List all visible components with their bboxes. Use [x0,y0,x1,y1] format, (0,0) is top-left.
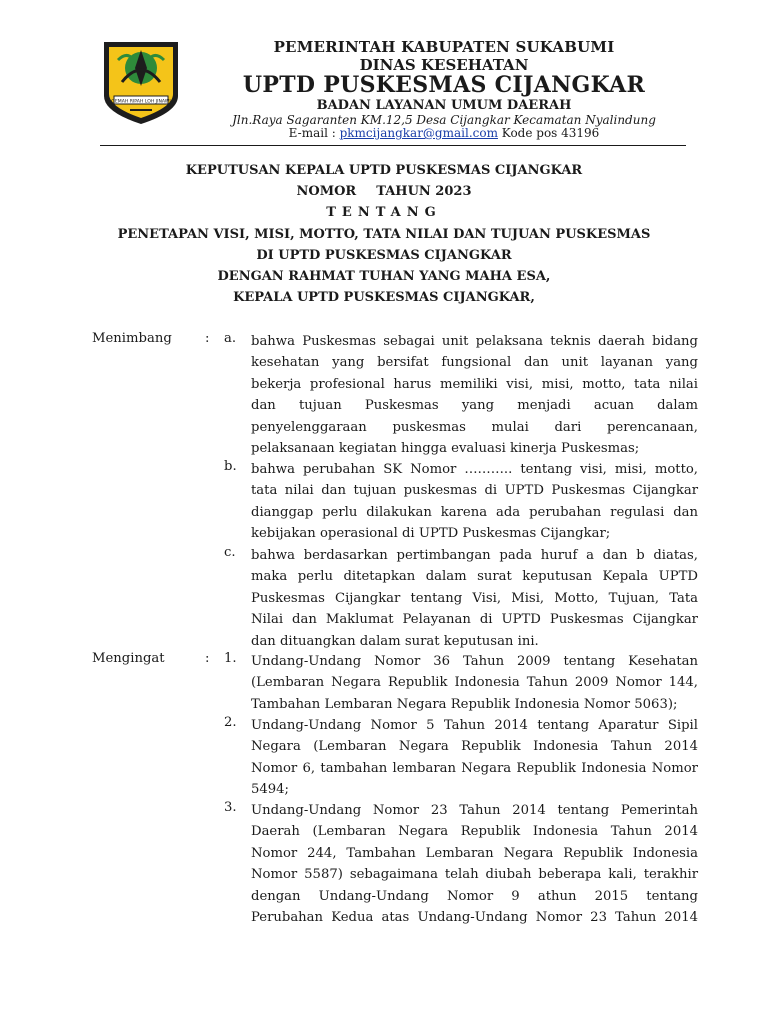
text-line: tata nilai dan tujuan puskesmas di UPTD Puskesmas Cijangkar [251,483,698,499]
menimbang-item-c [251,545,698,652]
text-line: Negara (Lembaran Negara Republik Indonesia Tahun 2014 [251,739,698,755]
text-line: Undang-Undang Nomor 5 Tahun 2014 tentang Aparatur Sipil [251,718,698,733]
text-line: Nomor 244, Tambahan Lembaran Negara Republik Indonesia [251,845,698,861]
text-line: bahwa berdasarkan pertimbangan pada huruf a dan b diatas, [251,548,698,563]
mengingat-label: Mengingat [92,651,165,666]
mengingat-item-3-mark: 3. [224,800,237,815]
menimbang-colon: : [205,331,210,346]
text-line: bekerja profesional harus memiliki visi, misi, motto, tata nilai [251,376,698,392]
menimbang-item-a-mark: a. [224,331,237,346]
tentang-heading: TENTANG [326,205,442,220]
mengingat-item-3 [251,800,698,928]
email-label: E-mail : [288,126,336,140]
mengingat-item-1 [251,651,698,715]
text-line: kebijakan operasional di UPTD Puskesmas Cijangkar; [251,526,611,542]
government-name: PEMERINTAH KABUPATEN SUKABUMI [273,38,615,56]
mengingat-item-2 [251,715,698,801]
text-line: Daerah (Lembaran Negara Republik Indonesia Tahun 2014 [251,824,698,840]
text-line: bahwa Puskesmas sebagai unit pelaksana teknis daerah bidang [251,334,698,349]
text-line: Puskesmas Cijangkar tentang Visi, Misi, Motto, Tujuan, Tata [251,590,698,606]
text-line: dengan Undang-Undang Nomor 9 athun 2015 tentang [251,888,698,904]
text-line: Perubahan Kedua atas Undang-Undang Nomor 23 Tahun 2014 [251,909,698,925]
invocation: DENGAN RAHMAT TUHAN YANG MAHA ESA, [217,269,551,284]
kabupaten-sukabumi-logo [100,38,182,126]
text-line: Tambahan Lembaran Negara Republik Indonesia Nomor 5063); [251,696,678,712]
menimbang-item-c-mark: c. [224,545,236,560]
text-line: Nomor 6, tambahan lembaran Negara Republik Indonesia Nomor [251,760,698,776]
text-line: dianggap perlu dilakukan karena ada perubahan regulasi dan [251,504,698,520]
subject-line-1: PENETAPAN VISI, MISI, MOTTO, TATA NILAI DAN TUJUAN PUSKESMAS [117,227,651,242]
mengingat-item-2-mark: 2. [224,715,237,730]
text-line: pelaksanaan kegiatan hingga evaluasi kinerja Puskesmas; [251,440,640,456]
text-line: penyelenggaraan puskesmas mulai dari perencanaan, [251,419,698,435]
text-line: Nilai dan Maklumat Pelayanan di UPTD Puskesmas Cijangkar [251,612,698,628]
nomor-label: NOMOR [296,184,357,199]
text-line: Nomor 5587) sebagaimana telah diubah beberapa kali, terakhir [251,867,698,883]
text-line: 5494; [251,782,290,798]
tahun-label: TAHUN 2023 [376,184,472,199]
text-line: maka perlu ditetapkan dalam surat keputusan Kepala UPTD [251,569,698,585]
contact-line [190,126,698,140]
text-line: kesehatan yang bersifat fungsional dan unit layanan yang [251,355,698,371]
address: Jln.Raya Sagaranten KM.12,5 Desa Cijangkar Kecamatan Nyalindung [232,113,656,127]
mengingat-colon: : [205,651,210,666]
subject-line-2: DI UPTD PUSKESMAS CIJANGKAR [256,248,512,263]
text-line: (Lembaran Negara Republik Indonesia Tahun 2009 Nomor 144, [251,675,698,691]
mengingat-item-1-mark: 1. [224,651,237,666]
logo-motto: GEMAH RIPAH LOH JINAWI [111,99,171,105]
postcode: Kode pos 43196 [501,126,600,140]
text-line: bahwa perubahan SK Nomor ……….. tentang visi, misi, motto, [251,462,698,477]
menimbang-item-a [251,331,698,459]
menimbang-item-b-mark: b. [224,459,237,474]
text-line: dan tujuan Puskesmas yang menjadi acuan dalam [251,398,698,414]
menimbang-label: Menimbang [92,331,172,346]
decree-title: KEPUTUSAN KEPALA UPTD PUSKESMAS CIJANGKAR [185,163,583,178]
institution-type: BADAN LAYANAN UMUM DAERAH [316,98,572,113]
email-link[interactable]: pkmcijangkar@gmail.com [339,126,498,140]
department-name: DINAS KESEHATAN [359,56,529,74]
text-line: Undang-Undang Nomor 23 Tahun 2014 tentang Pemerintah [251,803,698,818]
text-line: Undang-Undang Nomor 36 Tahun 2009 tentang Kesehatan [251,654,698,669]
letterhead-divider [100,145,686,146]
issuer: KEPALA UPTD PUSKESMAS CIJANGKAR, [233,290,535,305]
institution-name: UPTD PUSKESMAS CIJANGKAR [242,72,646,98]
text-line: dan dituangkan dalam surat keputusan ini. [251,633,539,649]
menimbang-item-b [251,459,698,545]
decree-number [60,184,708,199]
